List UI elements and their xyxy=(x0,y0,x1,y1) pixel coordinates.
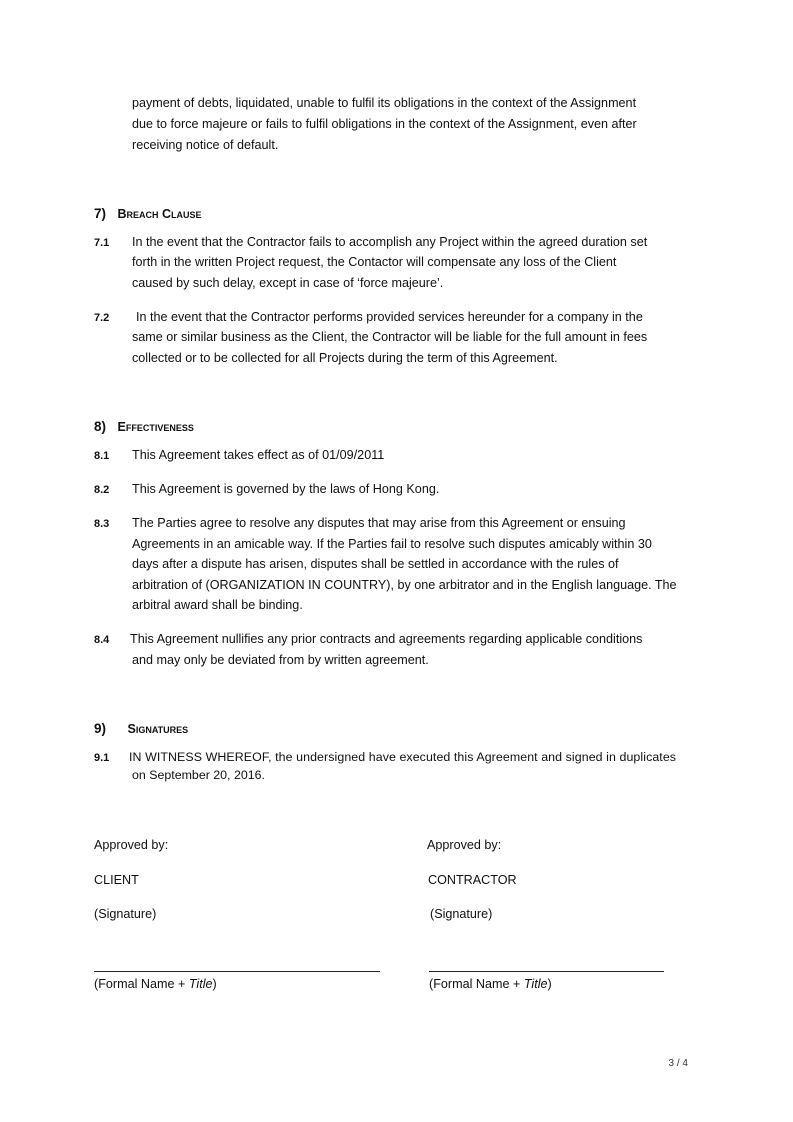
signature-label-left: (Signature) xyxy=(94,907,157,921)
text-line: This Agreement nullifies any prior contracts and agreements regarding applicable conditions xyxy=(130,632,643,646)
text-line: days after a dispute has arisen, disputes shall be settled in accordance with the rules of xyxy=(132,557,619,571)
section-number: 8) xyxy=(94,419,107,434)
approved-by-label-right: Approved by: xyxy=(427,838,502,852)
party-name-client: CLIENT xyxy=(94,873,139,887)
formal-name-title-left xyxy=(94,978,217,991)
section-heading-breach-clause xyxy=(94,207,202,221)
text-line: The Parties agree to resolve any disputes that may arise from this Agreement or ensuing xyxy=(132,516,626,530)
text-line: forth in the written Project request, the Contactor will compensate any loss of the Client xyxy=(132,255,617,269)
approved-by-label-left: Approved by: xyxy=(94,838,169,852)
formal-name-title-right xyxy=(429,978,552,991)
text-line: IN WITNESS WHEREOF, the undersigned have executed this Agreement and signed in duplicates xyxy=(129,750,677,764)
page-number: 3 / 4 xyxy=(668,1058,688,1069)
clause-number: 8.1 xyxy=(94,450,110,462)
clause-number: 8.4 xyxy=(94,634,110,646)
text-line: arbitration of (ORGANIZATION IN COUNTRY), by one arbitrator and in the English language. The xyxy=(132,578,677,592)
clause-number: 9.1 xyxy=(94,752,110,764)
section-title: Breach Clause xyxy=(117,207,202,221)
text-line: This Agreement is governed by the laws of Hong Kong. xyxy=(132,482,440,496)
formal-name-suffix: ) xyxy=(547,977,552,991)
clause-number: 8.2 xyxy=(94,484,110,496)
section-heading-signatures xyxy=(94,722,188,736)
section-number: 9) xyxy=(94,721,107,736)
title-word: Title xyxy=(188,977,213,991)
clause-number: 8.3 xyxy=(94,518,110,530)
signature-line-right xyxy=(429,971,664,972)
clause-number: 7.2 xyxy=(94,312,110,324)
clause-number: 7.1 xyxy=(94,237,110,249)
section-heading-effectiveness xyxy=(94,420,194,434)
formal-name-prefix: (Formal Name + xyxy=(94,977,189,991)
text-line: This Agreement takes effect as of 01/09/2011 xyxy=(132,448,385,462)
section-title: Signatures xyxy=(127,722,189,736)
text-line: payment of debts, liquidated, unable to fulfil its obligations in the context of the Assignment xyxy=(132,96,637,110)
text-line: receiving notice of default. xyxy=(132,138,279,152)
text-line: Agreements in an amicable way. If the Parties fail to resolve such disputes amicably within 30 xyxy=(132,537,652,551)
signature-label-right: (Signature) xyxy=(430,907,493,921)
signature-line-left xyxy=(94,971,380,972)
section-title: Effectiveness xyxy=(117,420,194,434)
formal-name-suffix: ) xyxy=(212,977,217,991)
party-name-contractor: CONTRACTOR xyxy=(428,873,517,887)
text-line: In the event that the Contractor fails to accomplish any Project within the agreed duration set xyxy=(132,235,648,249)
text-line: due to force majeure or fails to fulfil obligations in the context of the Assignment, even after xyxy=(132,117,637,131)
text-line: arbitral award shall be binding. xyxy=(132,598,303,612)
text-line: on September 20, 2016. xyxy=(132,768,265,782)
text-line: caused by such delay, except in case of ‘force majeure’. xyxy=(132,276,444,290)
text-line: In the event that the Contractor performs provided services hereunder for a company in the xyxy=(136,310,643,324)
text-line: same or similar business as the Client, the Contractor will be liable for the full amount in fees xyxy=(132,330,648,344)
formal-name-prefix: (Formal Name + xyxy=(429,977,524,991)
text-line: collected or to be collected for all Projects during the term of this Agreement. xyxy=(132,351,558,365)
text-line: and may only be deviated from by written agreement. xyxy=(132,653,429,667)
title-word: Title xyxy=(523,977,548,991)
section-number: 7) xyxy=(94,206,107,221)
